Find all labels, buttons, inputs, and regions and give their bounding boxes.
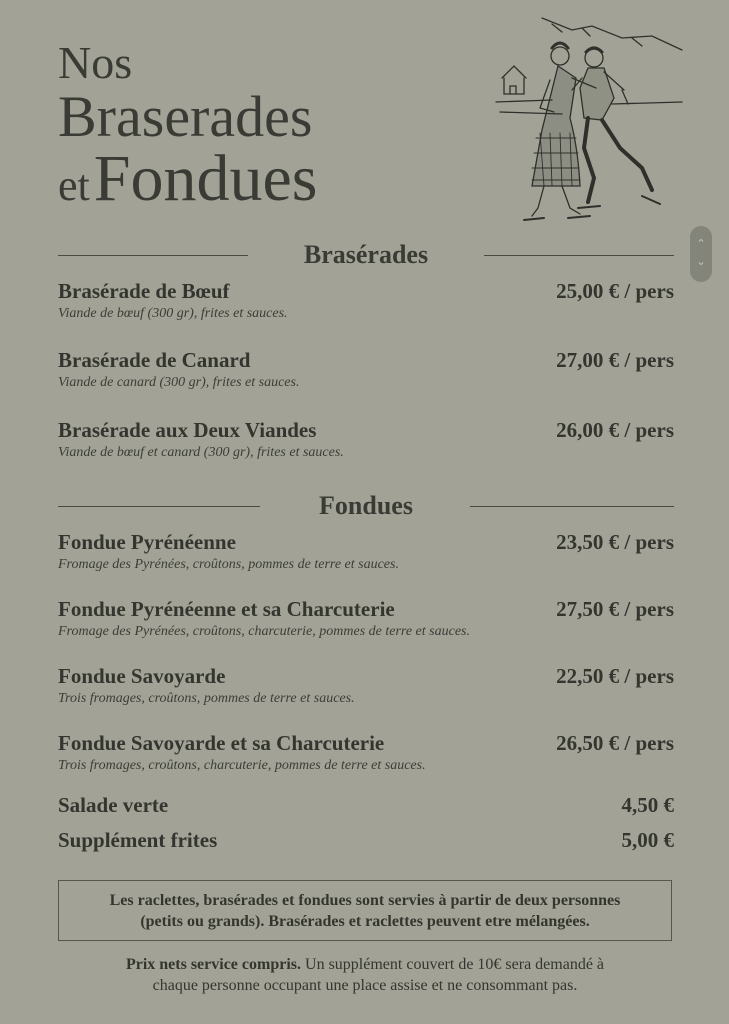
note-line-1: Les raclettes, brasérades et fondues sont servies à partir de deux personnes [109,892,621,909]
title-et: et [58,161,90,210]
item-name: Fondue Savoyarde [58,664,226,688]
item-description: Trois fromages, croûtons, pommes de terre et sauces. [58,691,355,706]
title-fondues: Fondues [93,142,318,215]
section-fondues [58,488,674,524]
title-line-3 [58,142,318,215]
item-name: Salade verte [58,793,169,817]
menu-item [58,347,674,392]
item-description: Viande de canard (300 gr), frites et sauces. [58,375,300,390]
item-price: 27,50 € / pers [556,597,674,621]
menu-item [58,417,674,462]
menu-item [58,596,674,641]
section-braserades [58,237,674,273]
item-price: 23,50 € / pers [556,530,674,554]
item-description: Fromage des Pyrénées, croûtons, charcuterie, pommes de terre et sauces. [58,624,470,639]
footer-line-1-rest: Un supplément couvert de 10€ sera demandé à [301,956,605,973]
chevron-down-icon[interactable]: ⌄ [696,255,706,268]
item-price: 25,00 € / pers [556,279,674,303]
footer-bold: Prix nets service compris. [125,956,302,973]
footer-line-2: chaque personne occupant une place assise et ne consommant pas. [152,977,578,994]
info-note [58,880,672,941]
item-description: Viande de bœuf et canard (300 gr), frites et sauces. [58,445,344,460]
item-description: Trois fromages, croûtons, charcuterie, pommes de terre et sauces. [58,758,426,773]
item-name: Brasérade de Canard [58,348,251,372]
menu-item [58,827,674,853]
item-name: Brasérade de Bœuf [58,279,230,303]
title-line-2: Braserades [58,84,313,149]
note-line-2: (petits ou grands). Brasérades et raclettes peuvent etre mélangées. [140,913,590,930]
item-price: 5,00 € [621,828,674,852]
title-line-1: Nos [58,37,133,88]
item-name: Supplément frites [58,828,218,852]
item-name: Brasérade aux Deux Viandes [58,418,317,442]
item-price: 22,50 € / pers [556,664,674,688]
item-name: Fondue Savoyarde et sa Charcuterie [58,731,385,755]
item-price: 26,50 € / pers [556,731,674,755]
page-title [58,37,318,215]
item-price: 27,00 € / pers [556,348,674,372]
item-description: Fromage des Pyrénées, croûtons, pommes de terre et sauces. [58,557,399,572]
section-title: Brasérades [303,240,429,269]
section-title: Fondues [319,491,413,520]
menu-item [58,663,674,708]
item-price: 4,50 € [621,793,674,817]
item-name: Fondue Pyrénéenne [58,530,236,554]
scroll-control[interactable] [690,226,712,282]
footer-line-1 [58,954,672,975]
chevron-up-icon[interactable]: ⌃ [696,237,706,250]
menu-item [58,529,674,574]
item-name: Fondue Pyrénéenne et sa Charcuterie [58,597,395,621]
menu-item [58,278,674,323]
menu-item [58,730,674,775]
item-price: 26,00 € / pers [556,418,674,442]
skaters-illustration [492,8,688,226]
footer-note [58,954,672,996]
menu-item [58,792,674,818]
item-description: Viande de bœuf (300 gr), frites et sauces. [58,306,288,321]
